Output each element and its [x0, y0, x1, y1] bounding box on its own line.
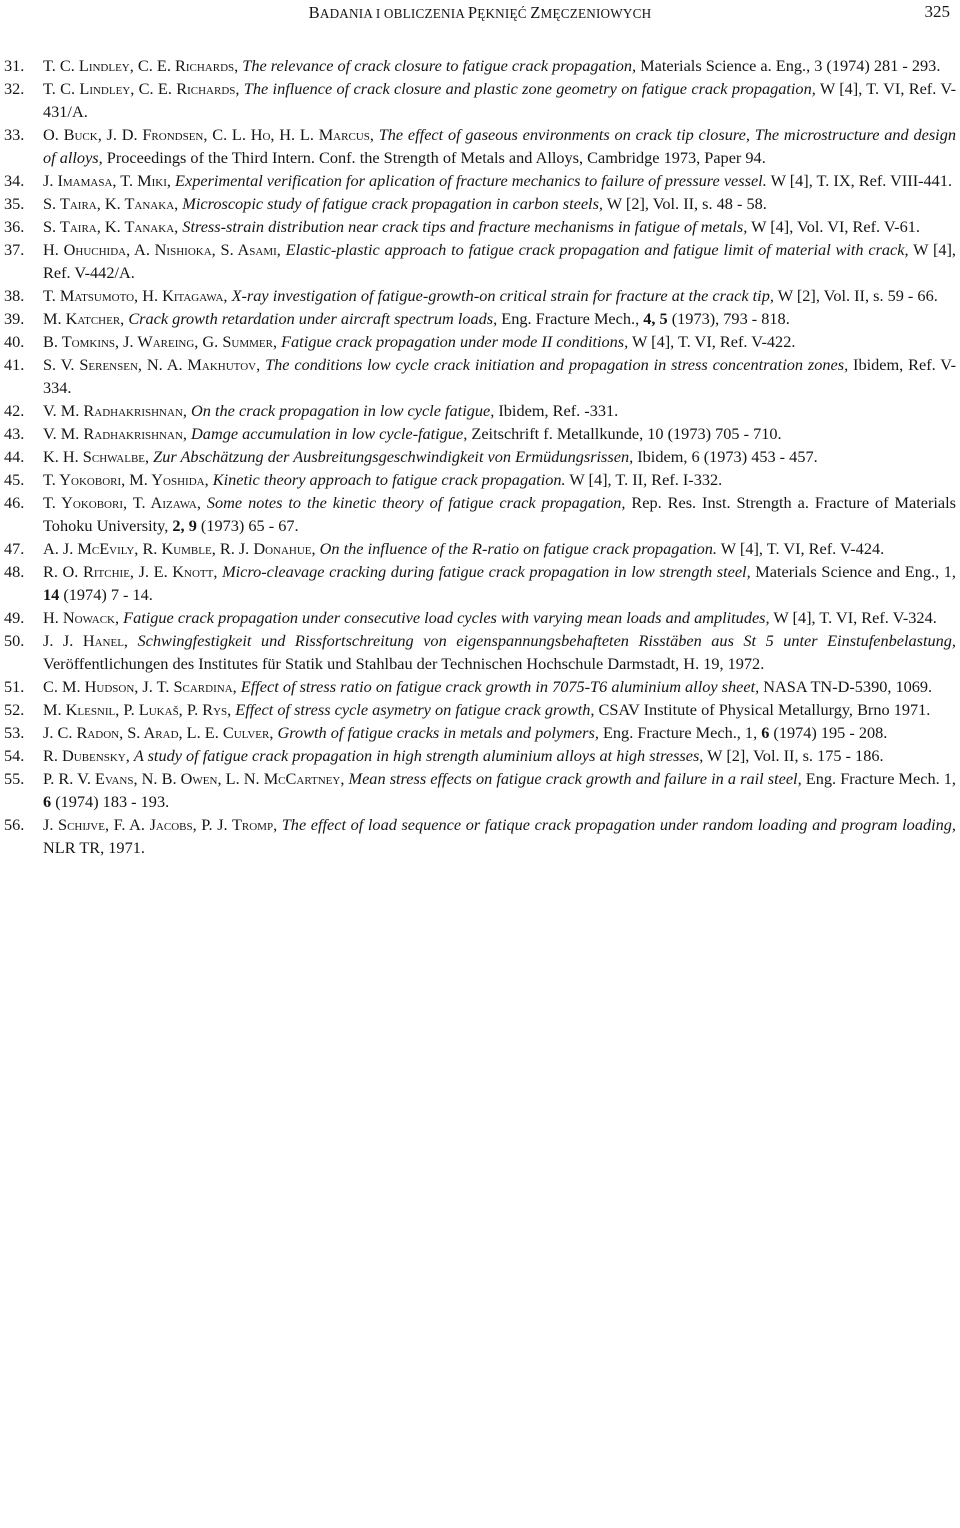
- reference-authors: B. Tomkins, J. Wareing, G. Summer,: [43, 332, 278, 351]
- reference-source: CSAV Institute of Physical Metallurgy, Brno 1971.: [598, 700, 931, 719]
- reference-authors: J. Imamasa, T. Miki,: [43, 171, 171, 190]
- reference-title: Damge accumulation in low cycle-fatigue,: [191, 424, 468, 443]
- reference-pages: (1974) 195 - 208.: [769, 723, 888, 742]
- reference-authors: H. Ohuchida, A. Nishioka, S. Asami,: [43, 240, 281, 259]
- reference-item: [0, 284, 956, 307]
- reference-title: Effect of stress ratio on fatigue crack growth in 7075-T6 aluminium alloy sheet,: [240, 677, 760, 696]
- reference-authors: J. Schijve, F. A. Jacobs, P. J. Tromp,: [43, 815, 278, 834]
- reference-item: [0, 307, 956, 330]
- reference-title: Schwingfestigkeit und Rissfortschreitung von eigenspannungsbehafteten Risstäben aus St 5 unter Einstufenbelastung,: [137, 631, 956, 650]
- reference-title: On the crack propagation in low cycle fatigue,: [191, 401, 495, 420]
- reference-number: 40.: [4, 332, 25, 351]
- reference-number: 33.: [4, 125, 25, 144]
- reference-item: [0, 422, 956, 445]
- reference-number: 49.: [4, 608, 25, 627]
- reference-title: A study of fatigue crack propagation in high strength aluminium alloys at high stresses,: [133, 746, 704, 765]
- reference-number: 56.: [4, 815, 25, 834]
- reference-title: Fatigue crack propagation under mode II conditions,: [281, 332, 629, 351]
- reference-number: 50.: [4, 631, 25, 650]
- reference-number: 55.: [4, 769, 25, 788]
- reference-item: [0, 675, 956, 698]
- reference-item: [0, 698, 956, 721]
- reference-volume: 4, 5: [643, 309, 668, 328]
- reference-item: [0, 445, 956, 468]
- reference-source: Veröffentlichungen des Institutes für Statik und Stahlbau der Technischen Hochschule Darmstadt, H. 19, 1972.: [43, 654, 765, 673]
- header-small-caps: MĘCZENIOWYCH: [540, 6, 652, 21]
- reference-authors: V. M. Radhakrishnan,: [43, 401, 187, 420]
- reference-title: Experimental verification for aplication of fracture mechanics to failure of pressure vessel.: [175, 171, 767, 190]
- reference-number: 44.: [4, 447, 25, 466]
- reference-number: 54.: [4, 746, 25, 765]
- reference-title: The effect of load sequence or fatique crack propagation under random loading and program loading,: [281, 815, 956, 834]
- reference-authors: J. C. Radon, S. Arad, L. E. Culver,: [43, 723, 274, 742]
- reference-number: 43.: [4, 424, 25, 443]
- reference-authors: K. H. Schwalbe,: [43, 447, 150, 466]
- reference-authors: S. Taira, K. Tanaka,: [43, 217, 179, 236]
- reference-title: Some notes to the kinetic theory of fatigue crack propagation,: [206, 493, 626, 512]
- reference-source: Materials Science and Eng., 1,: [755, 562, 956, 581]
- reference-item: [0, 238, 956, 284]
- reference-item: [0, 813, 956, 859]
- reference-source: W [4], Ref. V-442/A.: [43, 240, 956, 282]
- reference-source: W [4], Vol. VI, Ref. V-61.: [751, 217, 920, 236]
- reference-number: 38.: [4, 286, 25, 305]
- reference-title: Microscopic study of fatigue crack propagation in carbon steels,: [182, 194, 603, 213]
- reference-item: [0, 169, 956, 192]
- reference-source: Rep. Res. Inst. Strength a. Fracture of Materials Tohoku University,: [43, 493, 956, 535]
- reference-source: W [4], T. VI, Ref. V-431/A.: [43, 79, 957, 121]
- reference-authors: V. M. Radhakrishnan,: [43, 424, 187, 443]
- reference-pages: (1973), 793 - 818.: [667, 309, 790, 328]
- reference-item: [0, 468, 956, 491]
- reference-item: [0, 399, 956, 422]
- reference-number: 47.: [4, 539, 25, 558]
- reference-number: 45.: [4, 470, 25, 489]
- reference-source: NLR TR, 1971.: [43, 838, 145, 857]
- reference-number: 36.: [4, 217, 25, 236]
- reference-authors: S. Taira, K. Tanaka,: [43, 194, 179, 213]
- running-header-title: [0, 3, 960, 23]
- reference-source: W [2], Vol. II, s. 175 - 186.: [707, 746, 884, 765]
- reference-authors: T. Matsumoto, H. Kitagawa,: [43, 286, 228, 305]
- reference-title: Kinetic theory approach to fatigue crack propagation.: [212, 470, 566, 489]
- reference-number: 39.: [4, 309, 25, 328]
- reference-number: 37.: [4, 240, 25, 259]
- reference-authors: O. Buck, J. D. Frondsen, C. L. Ho, H. L. Marcus,: [43, 125, 374, 144]
- reference-number: 31.: [4, 56, 25, 75]
- reference-title: The relevance of crack closure to fatigue crack propagation,: [242, 56, 637, 75]
- reference-title: Fatigue crack propagation under consecutive load cycles with varying mean loads and amplitudes,: [123, 608, 770, 627]
- reference-title: Growth of fatigue cracks in metals and polymers,: [277, 723, 599, 742]
- reference-number: 41.: [4, 355, 25, 374]
- reference-title: Micro-cleavage cracking during fatigue crack propagation in low strength steel,: [222, 562, 751, 581]
- reference-number: 35.: [4, 194, 25, 213]
- reference-pages: (1974) 183 - 193.: [51, 792, 170, 811]
- reference-title: Zur Abschätzung der Ausbreitungsgeschwindigkeit von Ermüdungsrissen,: [153, 447, 634, 466]
- reference-authors: T. C. Lindley, C. E. Richards,: [43, 56, 239, 75]
- reference-authors: T. C. Lindley, C. E. Richards,: [43, 79, 240, 98]
- reference-authors: S. V. Serensen, N. A. Makhutov,: [43, 355, 261, 374]
- reference-number: 48.: [4, 562, 25, 581]
- reference-pages: (1974) 7 - 14.: [59, 585, 153, 604]
- reference-source: W [4], T. VI, Ref. V-424.: [720, 539, 885, 558]
- header-initial: P: [467, 3, 478, 22]
- reference-item: [0, 744, 956, 767]
- reference-authors: C. M. Hudson, J. T. Scardina,: [43, 677, 237, 696]
- reference-volume: 14: [43, 585, 60, 604]
- reference-source: W [2], Vol. II, s. 48 - 58.: [606, 194, 767, 213]
- reference-source: Eng. Fracture Mech., 1,: [602, 723, 762, 742]
- reference-title: X-ray investigation of fatigue-growth-on critical strain for fracture at the crack tip,: [231, 286, 774, 305]
- reference-source: Eng. Fracture Mech.,: [501, 309, 644, 328]
- reference-item: [0, 192, 956, 215]
- reference-authors: R. Dubensky,: [43, 746, 130, 765]
- reference-authors: A. J. McEvily, R. Kumble, R. J. Donahue,: [43, 539, 316, 558]
- reference-number: 46.: [4, 493, 25, 512]
- reference-item: [0, 560, 956, 606]
- reference-source: Zeitschrift f. Metallkunde, 10 (1973) 705 - 710.: [471, 424, 782, 443]
- reference-item: [0, 629, 956, 675]
- header-small-caps: ADANIA I OBLICZENIA: [319, 6, 468, 21]
- reference-authors: M. Klesnil, P. Lukaš, P. Rys,: [43, 700, 232, 719]
- header-small-caps: ĘKNIĘĆ: [477, 6, 531, 21]
- reference-authors: M. Katcher,: [43, 309, 125, 328]
- reference-title: Mean stress effects on fatigue crack growth and failure in a rail steel,: [348, 769, 802, 788]
- reference-title: The influence of crack closure and plastic zone geometry on fatigue crack propagation,: [243, 79, 816, 98]
- reference-item: [0, 123, 956, 169]
- reference-number: 52.: [4, 700, 25, 719]
- reference-title: The effect of gaseous environments on crack tip closure, The microstructure and design of alloys,: [43, 125, 956, 167]
- page-number: 325: [924, 2, 950, 21]
- reference-title: The conditions low cycle crack initiation and propagation in stress concentration zones,: [265, 355, 849, 374]
- reference-volume: 6: [761, 723, 770, 742]
- reference-source: W [4], T. VI, Ref. V-324.: [773, 608, 937, 627]
- reference-source: NASA TN-D-5390, 1069.: [763, 677, 933, 696]
- reference-source: Materials Science a. Eng., 3 (1974) 281 - 293.: [640, 56, 941, 75]
- reference-title: Stress-strain distribution near crack tips and fracture mechanisms in fatigue of metals,: [182, 217, 748, 236]
- reference-number: 32.: [4, 79, 25, 98]
- reference-source: Proceedings of the Third Intern. Conf. the Strength of Metals and Alloys, Cambridge 1973, Paper 94.: [106, 148, 766, 167]
- reference-source: Eng. Fracture Mech. 1,: [805, 769, 957, 788]
- reference-authors: J. J. Hanel,: [43, 631, 128, 650]
- reference-authors: H. Nowack,: [43, 608, 120, 627]
- reference-item: [0, 721, 956, 744]
- reference-authors: T. Yokobori, M. Yoshida,: [43, 470, 209, 489]
- reference-item: [0, 767, 956, 813]
- reference-item: [0, 215, 956, 238]
- reference-source: W [4], T. II, Ref. I-332.: [569, 470, 723, 489]
- reference-item: [0, 537, 956, 560]
- reference-source: Ibidem, Ref. V-334.: [43, 355, 956, 397]
- reference-source: W [4], T. VI, Ref. V-422.: [632, 332, 796, 351]
- reference-item: [0, 606, 956, 629]
- reference-title: Elastic-plastic approach to fatigue crack propagation and fatigue limit of material with crack,: [285, 240, 909, 259]
- reference-source: W [2], Vol. II, s. 59 - 66.: [777, 286, 938, 305]
- reference-item: [0, 353, 956, 399]
- reference-title: Effect of stress cycle asymetry on fatigue crack growth,: [235, 700, 595, 719]
- reference-item: [0, 330, 956, 353]
- reference-authors: T. Yokobori, T. Aizawa,: [43, 493, 201, 512]
- reference-pages: (1973) 65 - 67.: [196, 516, 299, 535]
- reference-source: W [4], T. IX, Ref. VIII-441.: [770, 171, 953, 190]
- reference-volume: 6: [43, 792, 52, 811]
- reference-number: 53.: [4, 723, 25, 742]
- header-initial: Z: [530, 3, 541, 22]
- reference-title: On the influence of the R-ratio on fatigue crack propagation.: [319, 539, 717, 558]
- reference-number: 34.: [4, 171, 25, 190]
- reference-number: 51.: [4, 677, 25, 696]
- reference-item: [0, 54, 956, 77]
- header-initial: B: [308, 3, 320, 22]
- reference-volume: 2, 9: [172, 516, 197, 535]
- reference-authors: R. O. Ritchie, J. E. Knott,: [43, 562, 218, 581]
- reference-number: 42.: [4, 401, 25, 420]
- reference-title: Crack growth retardation under aircraft spectrum loads,: [128, 309, 498, 328]
- reference-source: Ibidem, 6 (1973) 453 - 457.: [637, 447, 818, 466]
- reference-source: Ibidem, Ref. -331.: [498, 401, 619, 420]
- reference-list: [0, 54, 956, 859]
- reference-authors: P. R. V. Evans, N. B. Owen, L. N. McCartney,: [43, 769, 345, 788]
- reference-item: [0, 77, 956, 123]
- reference-item: [0, 491, 956, 537]
